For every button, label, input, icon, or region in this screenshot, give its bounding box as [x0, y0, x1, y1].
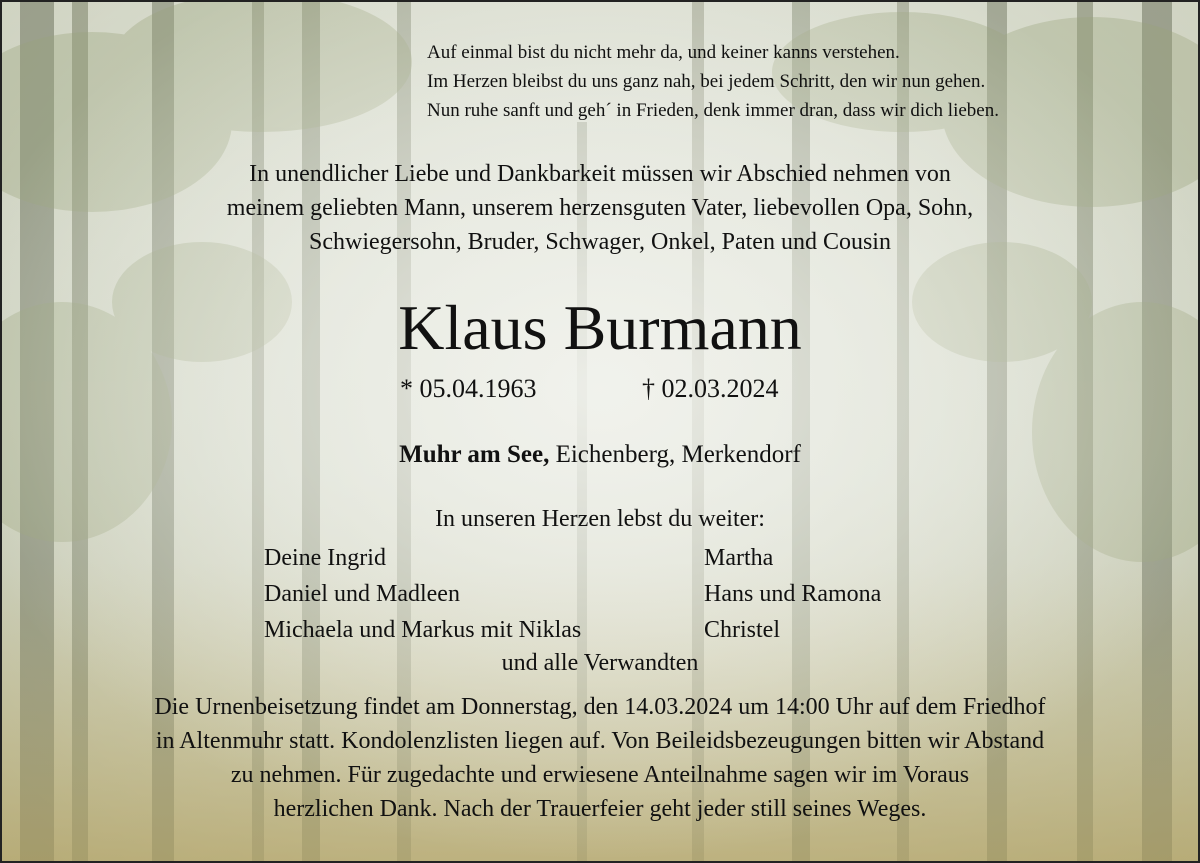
intro-line: meinem geliebten Mann, unserem herzensguten Vater, liebevollen Opa, Sohn, — [226, 195, 974, 221]
death-date: † 02.03.2024 — [642, 374, 779, 403]
memorial-verse — [427, 38, 999, 125]
intro-line: In unendlicher Liebe und Dankbarkeit müssen wir Abschied nehmen von — [249, 161, 951, 187]
mourner-entry: Martha — [704, 545, 774, 571]
mourner-entry: Hans und Ramona — [704, 581, 882, 607]
closing-line: in Altenmuhr statt. Kondolenzlisten liegen auf. Von Beileidsbezeugungen bitten wir Abstand — [155, 728, 1045, 754]
verse-line: Im Herzen bleibst du uns ganz nah, bei jedem Schritt, den wir nun gehen. — [427, 71, 986, 92]
heart-line: In unseren Herzen lebst du weiter: — [435, 506, 765, 532]
closing-line: zu nehmen. Für zugedachte und erwiesene Anteilnahme sagen wir im Voraus — [230, 762, 970, 788]
closing-line: Die Urnenbeisetzung findet am Donnerstag, den 14.03.2024 um 14:00 Uhr auf dem Friedhof — [154, 694, 1046, 720]
mourners-right-column — [704, 540, 881, 648]
primary-place: Muhr am See, — [399, 441, 550, 468]
mourners-left-column — [264, 540, 581, 648]
places-line — [2, 438, 1198, 472]
mourner-entry: Deine Ingrid — [264, 545, 386, 571]
relatives-line: und alle Verwandten — [501, 650, 699, 676]
intro-line: Schwiegersohn, Bruder, Schwager, Onkel, Paten und Cousin — [309, 229, 891, 255]
mourner-entry: Daniel und Madleen — [264, 581, 460, 607]
mourner-entry: Christel — [704, 617, 780, 643]
farewell-intro — [2, 157, 1198, 259]
mourner-entry: Michaela und Markus mit Niklas — [264, 617, 582, 643]
closing-line: herzlichen Dank. Nach der Trauerfeier geht jeder still seines Weges. — [273, 796, 927, 822]
birth-date: * 05.04.1963 — [400, 374, 537, 403]
funeral-details — [2, 690, 1198, 826]
verse-line: Auf einmal bist du nicht mehr da, und keiner kanns verstehen. — [427, 42, 900, 63]
verse-line: Nun ruhe sanft und geh´ in Frieden, denk immer dran, dass wir dich lieben. — [427, 100, 999, 121]
deceased-name: Klaus Burmann — [398, 292, 802, 363]
other-places: Eichenberg, Merkendorf — [549, 441, 801, 468]
